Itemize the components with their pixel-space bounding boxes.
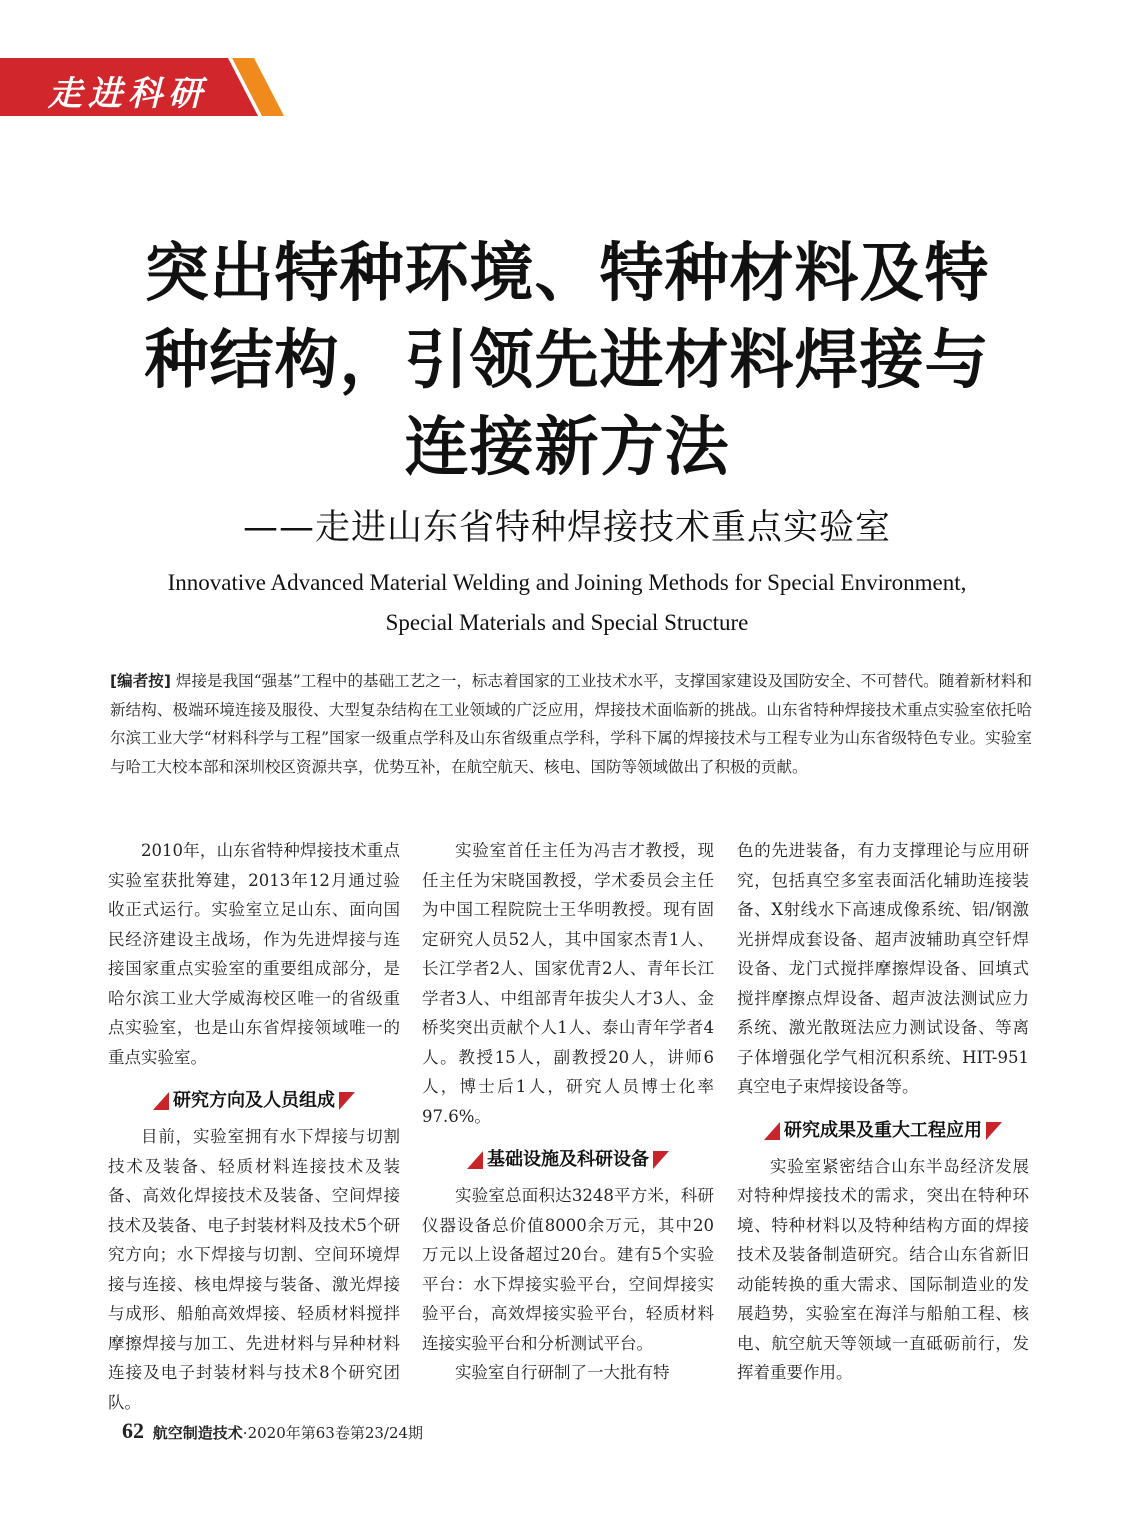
editor-note-text: 焊接是我国“强基”工程中的基础工艺之一，标志着国家的工业技术水平，支撑国家建设及国防安全、不可替代。随着新材料和新结构、极端环境连接及服役、大型复杂结构在工业领域的广泛应用，焊接技术面临新的挑战。山东省特种焊接技术重点实验室依托哈尔滨工业大学“材料科学与工程”国家一级重点学科及山东省级重点学科，学科下属的焊接技术与工程专业为山东省级特色专业。实验室与哈工大校本部和深圳校区资源共享，优势互补，在航空航天、核电、国防等领域做出了积极的贡献。 bbox=[110, 672, 1032, 776]
column-2 bbox=[422, 836, 714, 1388]
heading-marker-left bbox=[153, 1092, 169, 1110]
title-line-2: 种结构，引领先进材料焊接与 bbox=[144, 323, 990, 398]
heading-marker-left bbox=[467, 1151, 483, 1169]
section-heading-achievements bbox=[737, 1116, 1029, 1146]
heading-marker-left bbox=[764, 1122, 780, 1140]
heading-marker-right bbox=[653, 1151, 669, 1169]
section-heading-facilities bbox=[422, 1145, 714, 1175]
article-title bbox=[60, 230, 1074, 491]
english-title-line-1: Innovative Advanced Material Welding and Joining Methods for Special Environment, bbox=[167, 570, 967, 595]
section-heading-text: 研究成果及重大工程应用 bbox=[784, 1119, 982, 1141]
heading-marker-right bbox=[339, 1092, 355, 1110]
heading-marker-right bbox=[986, 1122, 1002, 1140]
section-heading-text: 基础设施及科研设备 bbox=[487, 1149, 649, 1171]
editor-note-label: [编者按] bbox=[110, 672, 171, 690]
english-title bbox=[60, 563, 1074, 643]
facilities-paragraph-2: 实验室自行研制了一大批有特 bbox=[455, 1363, 670, 1382]
column-3 bbox=[737, 836, 1029, 1388]
article-subtitle: ——走进山东省特种焊接技术重点实验室 bbox=[242, 508, 891, 548]
title-line-1: 突出特种环境、特种材料及特 bbox=[144, 236, 990, 311]
column-1 bbox=[108, 836, 400, 1417]
page-number: 62 bbox=[122, 1418, 144, 1443]
section-heading-research bbox=[108, 1086, 400, 1116]
research-paragraph-2: 实验室首任主任为冯吉才教授，现任主任为宋晓国教授，学术委员会主任为中国工程院院士王华明教授。现有固定研究人员52人，其中国家杰青1人、长江学者2人、国家优青2人、青年长江学者3人、中组部青年拔尖人才3人、金桥奖突出贡献个人1人、泰山青年学者4人。教授15人，副教授20人，讲师6人，博士后1人，研究人员博士化率97.6%。 bbox=[422, 841, 714, 1126]
facilities-paragraph-1: 实验室总面积达3248平方米，科研仪器设备总价值8000余万元，其中20万元以上设备超过20台。建有5个实验平台：水下焊接实验平台，空间焊接实验平台，高效焊接实验平台，轻质材料连接实验平台和分析测试平台。 bbox=[422, 1186, 714, 1353]
banner-label: 走进科研 bbox=[48, 74, 208, 114]
research-paragraph-1: 目前，实验室拥有水下焊接与切割技术及装备、轻质材料连接技术及装备、高效化焊接技术及装备、空间焊接技术及装备、电子封装材料及技术5个研究方向；水下焊接与切割、空间环境焊接与连接、核电焊接与装备、激光焊接与成形、船舶高效焊接、轻质材料搅拌摩擦焊接与加工、先进材料与异种材料连接及电子封装材料与技术8个研究团队。 bbox=[108, 1127, 400, 1412]
issue-info: ·2020年第63卷第23/24期 bbox=[242, 1424, 424, 1442]
editor-note bbox=[110, 667, 1032, 781]
section-banner bbox=[0, 58, 285, 116]
achievements-paragraph-1: 实验室紧密结合山东半岛经济发展对特种焊接技术的需求，突出在特种环境、特种材料以及特种结构方面的焊接技术及装备制造研究。结合山东省新旧动能转换的重大需求、国际制造业的发展趋势，实验室在海洋与船舶工程、核电、航空航天等领域一直砥砺前行，发挥着重要作用。 bbox=[737, 1156, 1029, 1382]
journal-name: 航空制造技术 bbox=[152, 1424, 243, 1442]
facilities-paragraph-2-continued: 色的先进装备，有力支撑理论与应用研究，包括真空多室表面活化辅助连接装备、X射线水下高速成像系统、铝/钢激光拼焊成套设备、超声波辅助真空钎焊设备、龙门式搅拌摩擦焊设备、回填式搅拌摩擦点焊设备、超声波法测试应力系统、激光散斑法应力测试设备、等离子体增强化学气相沉积系统、HIT-951真空电子束焊接设备等。 bbox=[737, 841, 1029, 1096]
page-footer bbox=[122, 1418, 423, 1444]
section-heading-text: 研究方向及人员组成 bbox=[173, 1090, 335, 1112]
intro-paragraph: 2010年，山东省特种焊接技术重点实验室获批筹建，2013年12月通过验收正式运行。实验室立足山东、面向国民经济建设主战场，作为先进焊接与连接国家重点实验室的重要组成部分，是哈尔滨工业大学威海校区唯一的省级重点实验室，也是山东省焊接领域唯一的重点实验室。 bbox=[108, 841, 400, 1067]
title-line-3: 连接新方法 bbox=[404, 410, 730, 485]
english-title-line-2: Special Materials and Special Structure bbox=[385, 610, 749, 635]
